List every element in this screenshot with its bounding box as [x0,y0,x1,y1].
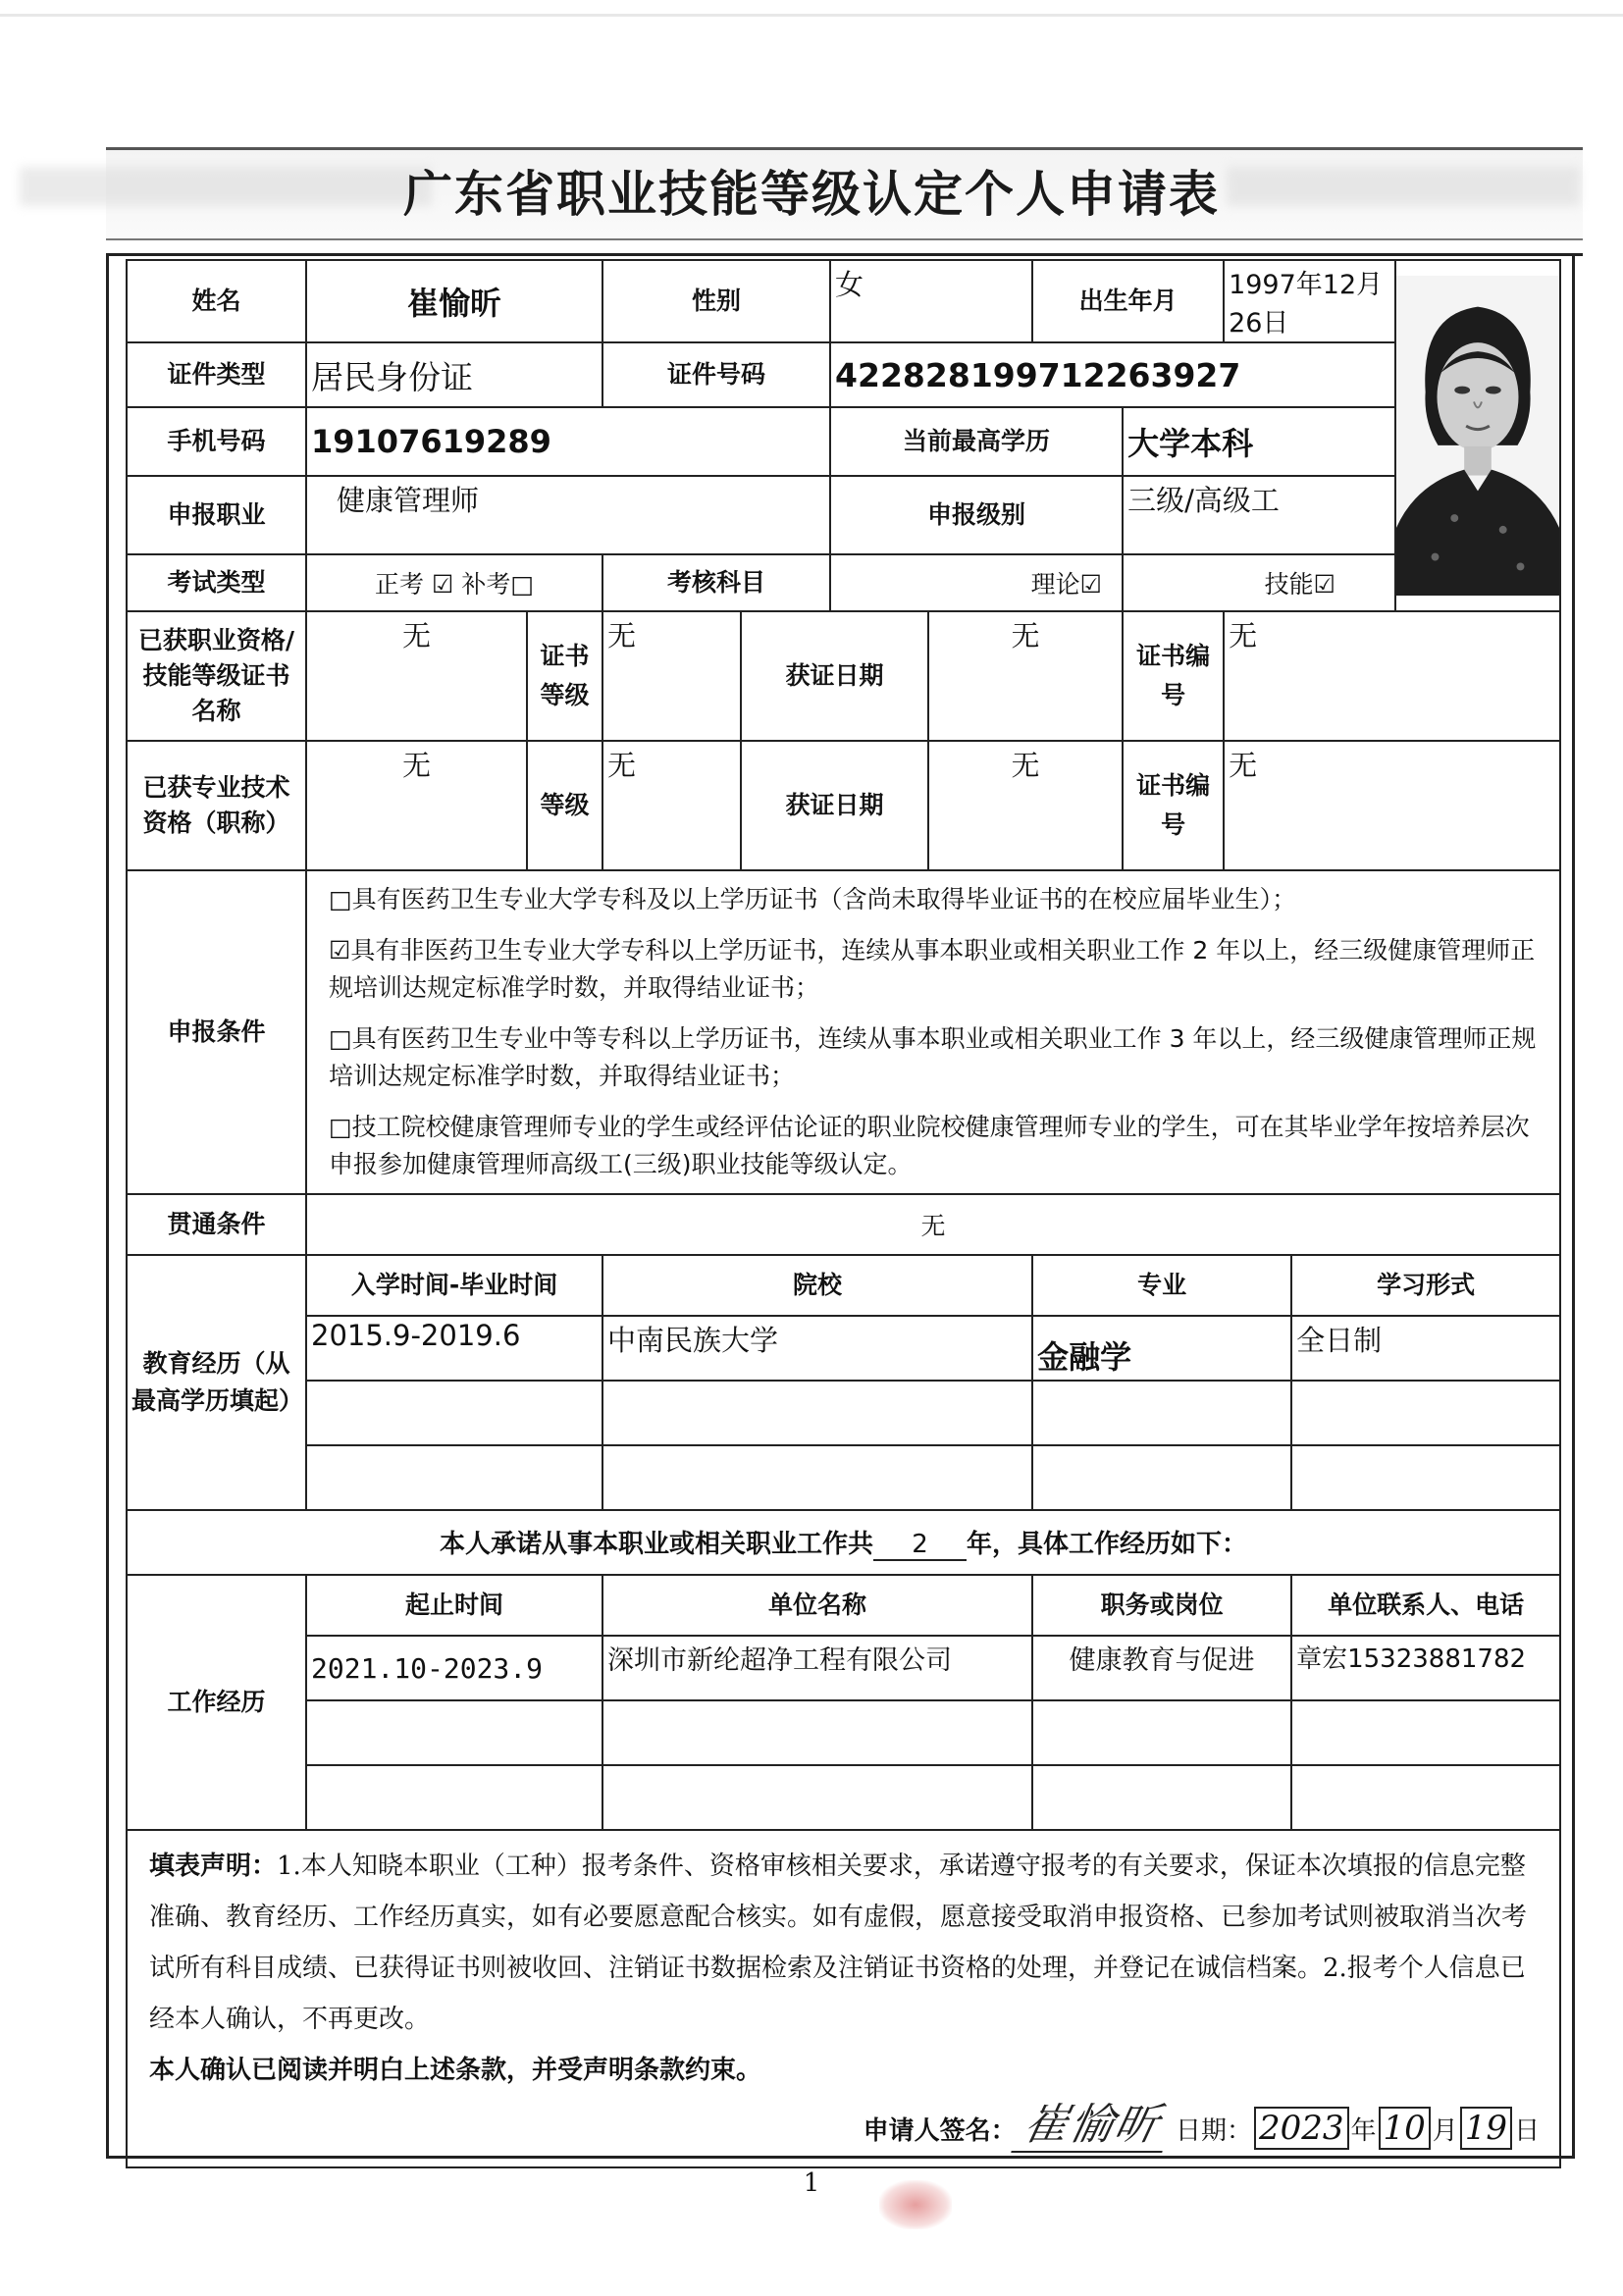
education-level-field[interactable]: 大学本科 [1123,407,1395,476]
edu-mode-cell[interactable] [1291,1381,1560,1445]
table-row [127,1700,1560,1765]
level-label: 申报级别 [830,476,1123,554]
work-company-cell[interactable] [602,1765,1032,1830]
row-professional [127,741,1560,870]
work-position-cell[interactable]: 健康教育与促进 [1032,1636,1291,1700]
declaration-heading: 填表声明： [149,1852,278,1881]
theory-option[interactable]: 理论☑ [830,554,1123,611]
commitment-prefix: 本人承诺从事本职业或相关职业工作共 [440,1530,874,1559]
work-contact-cell[interactable] [1291,1700,1560,1765]
id-type-field[interactable]: 居民身份证 [306,342,602,407]
row-through [127,1194,1560,1255]
commitment-suffix: 年，具体工作经历如下： [967,1530,1248,1559]
qualification-grade-label: 证书等级 [527,611,602,741]
edu-mode-cell[interactable] [1291,1445,1560,1510]
birth-label: 出生年月 [1032,260,1224,342]
table-row [127,1316,1560,1381]
education-header-row [127,1255,1560,1316]
edu-col-major: 专业 [1032,1255,1291,1316]
work-contact-cell[interactable]: 章宏15323881782 [1291,1636,1560,1700]
row-work-commitment [127,1510,1560,1575]
work-company-cell[interactable]: 深圳市新纶超净工程有限公司 [602,1636,1032,1700]
row-exam [127,554,1560,611]
id-number-field[interactable]: 422828199712263927 [830,342,1395,407]
professional-name-field[interactable]: 无 [306,741,527,870]
date-day-field[interactable]: 19 [1460,2107,1512,2150]
qualification-name-field[interactable]: 无 [306,611,527,741]
condition-item-4[interactable]: □技工院校健康管理师专业的学生或经评估论证的职业院校健康管理师专业的学生，可在其毕业学年按培养层次申报参加健康管理师高级工(三级)职业技能等级认定。 [329,1113,1530,1178]
row-phone [127,407,1560,476]
row-qualification [127,611,1560,741]
professional-grade-label: 等级 [527,741,602,870]
edu-major-cell[interactable] [1032,1381,1291,1445]
applicant-signature[interactable]: 崔愉昕 [1011,2100,1173,2153]
declaration-text [149,1841,1540,2045]
conditions-label: 申报条件 [127,870,306,1194]
work-label: 工作经历 [127,1575,306,1830]
edu-period-cell[interactable] [306,1445,602,1510]
date-year-field[interactable]: 2023 [1254,2107,1349,2150]
gender-field[interactable]: 女 [830,260,1032,342]
exam-type-options[interactable]: 正考 ☑ 补考□ [306,554,602,611]
work-position-cell[interactable] [1032,1700,1291,1765]
edu-col-mode: 学习形式 [1291,1255,1560,1316]
edu-period-cell[interactable]: 2015.9-2019.6 [306,1316,602,1381]
row-occupation [127,476,1560,554]
year-unit: 年 [1350,2116,1377,2146]
row-declaration [127,1830,1560,2167]
work-period-cell[interactable] [306,1700,602,1765]
edu-major-cell[interactable] [1032,1445,1291,1510]
date-month-field[interactable]: 10 [1379,2107,1431,2150]
table-row [127,1636,1560,1700]
work-contact-cell[interactable] [1291,1765,1560,1830]
edu-school-cell[interactable]: 中南民族大学 [602,1316,1032,1381]
qualification-number-field[interactable]: 无 [1224,611,1560,741]
work-col-position: 职务或岗位 [1032,1575,1291,1636]
applicant-photo [1395,260,1560,611]
exam-subject-label: 考核科目 [602,554,830,611]
edu-major-cell[interactable]: 金融学 [1032,1316,1291,1381]
professional-label: 已获专业技术资格（职称） [127,741,306,870]
condition-item-2[interactable]: ☑具有非医药卫生专业大学专科以上学历证书，连续从事本职业或相关职业工作 2 年以上，经三级健康管理师正规培训达规定标准学时数，并取得结业证书； [329,936,1536,1002]
edu-school-cell[interactable] [602,1445,1032,1510]
work-col-period: 起止时间 [306,1575,602,1636]
declaration-confirm: 本人确认已阅读并明白上述条款，并受声明条款约束。 [149,2056,762,2085]
row-conditions [127,870,1560,1194]
professional-number-label: 证书编号 [1123,741,1224,870]
row-name [127,260,1560,342]
occupation-field[interactable]: 健康管理师 [306,476,830,554]
frame-top-rule [106,253,1583,256]
declaration [127,1830,1560,2167]
name-field[interactable]: 崔愉昕 [306,260,602,342]
work-header-row [127,1575,1560,1636]
document-title: 广东省职业技能等级认定个人申请表 [403,165,1220,223]
through-field[interactable]: 无 [306,1194,1560,1255]
condition-item-3[interactable]: □具有医药卫生专业中等专科以上学历证书，连续从事本职业或相关职业工作 3 年以上，经三级健康管理师正规培训达规定标准学时数，并取得结业证书； [329,1024,1537,1090]
edu-col-school: 院校 [602,1255,1032,1316]
id-number-label: 证件号码 [602,342,830,407]
work-position-cell[interactable] [1032,1765,1291,1830]
qualification-label: 已获职业资格/技能等级证书名称 [127,611,306,741]
professional-date-label: 获证日期 [741,741,928,870]
page-number: 1 [803,2168,820,2198]
work-period-cell[interactable]: 2021.10-2023.9 [306,1636,602,1700]
work-col-company: 单位名称 [602,1575,1032,1636]
month-unit: 月 [1432,2116,1458,2146]
skill-option[interactable]: 技能☑ [1123,554,1395,611]
edu-col-period: 入学时间-毕业时间 [306,1255,602,1316]
scan-edge [0,14,1623,17]
table-row [127,1381,1560,1445]
date-label: 日期： [1175,2116,1252,2146]
day-unit: 日 [1514,2116,1541,2146]
application-form [126,259,1561,2168]
edu-period-cell[interactable] [306,1381,602,1445]
qualification-date-field[interactable]: 无 [928,611,1123,741]
qualification-grade-field[interactable]: 无 [602,611,741,741]
condition-item-1[interactable]: □具有医药卫生专业大学专科及以上学历证书（含尚未取得毕业证书的在校应届毕业生）； [329,885,1297,913]
signature-label: 申请人签名： [863,2116,1017,2146]
work-commitment [127,1510,1560,1575]
professional-grade-field[interactable]: 无 [602,741,741,870]
edu-mode-cell[interactable]: 全日制 [1291,1316,1560,1381]
through-label: 贯通条件 [127,1194,306,1255]
qualification-number-label: 证书编号 [1123,611,1224,741]
table-row [127,1765,1560,1830]
exam-type-label: 考试类型 [127,554,306,611]
table-row [127,1445,1560,1510]
level-field[interactable]: 三级/高级工 [1123,476,1395,554]
work-company-cell[interactable] [602,1700,1032,1765]
qualification-date-label: 获证日期 [741,611,928,741]
work-period-cell[interactable] [306,1765,602,1830]
gender-label: 性别 [602,260,830,342]
birth-field[interactable]: 1997年12月26日 [1224,260,1395,342]
work-col-contact: 单位联系人、电话 [1291,1575,1560,1636]
professional-number-field[interactable]: 无 [1224,741,1560,870]
row-id [127,342,1560,407]
occupation-label: 申报职业 [127,476,306,554]
portrait-photo [1396,276,1559,596]
professional-date-field[interactable]: 无 [928,741,1123,870]
conditions-list [306,870,1560,1194]
commitment-years-field[interactable]: 2 [873,1530,967,1561]
phone-label: 手机号码 [127,407,306,476]
phone-field[interactable]: 19107619289 [306,407,830,476]
signature-row [149,2100,1540,2157]
id-type-label: 证件类型 [127,342,306,407]
education-level-label: 当前最高学历 [830,407,1123,476]
education-label: 教育经历（从最高学历填起） [127,1255,306,1510]
edu-school-cell[interactable] [602,1381,1032,1445]
name-label: 姓名 [127,260,306,342]
declaration-body: 1.本人知晓本职业（工种）报考条件、资格审核相关要求，承诺遵守报考的有关要求，保证本次填报的信息完整准确、教育经历、工作经历真实，如有必要愿意配合核实。如有虚假，愿意接受取消申报资格、已参加考试则被取消当次考试所有科目成绩、已获得证书则被收回、注销证书数据检索及注销证书资格的处理，并登记在诚信档案。2.报考个人信息已经本人确认，不再更改。 [149,1852,1528,2034]
